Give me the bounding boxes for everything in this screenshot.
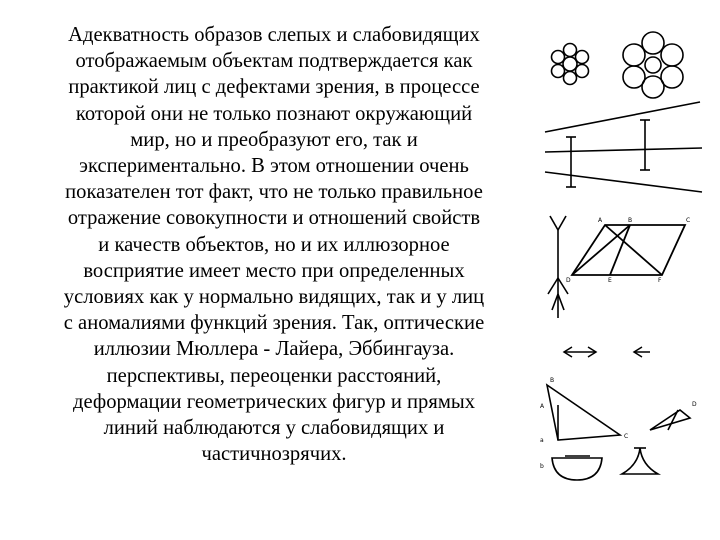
triangle-labels xyxy=(540,377,697,440)
perspective-illusion xyxy=(545,102,702,192)
bowl-figures xyxy=(552,448,658,480)
label-e: E xyxy=(608,277,612,284)
body-text xyxy=(20,22,528,467)
label-c: C xyxy=(686,217,691,224)
ebbinghaus-large-figure xyxy=(623,32,683,98)
text-line: отражение совокупности и отношений свойств xyxy=(67,207,481,230)
text-line: деформации геометрических фигур и прямых xyxy=(72,390,475,413)
triangles-figure xyxy=(547,385,690,440)
text-line: восприятие имеет место при определенных xyxy=(83,259,465,282)
label-c: C xyxy=(624,433,629,440)
text-line: Адекватность образов слепых и слабовидящих xyxy=(68,24,480,46)
muller-lyer-vertical xyxy=(548,216,568,318)
label-d: D xyxy=(692,401,697,408)
label-f: F xyxy=(658,277,662,284)
text-line: отображаемым объектам подтверждается как xyxy=(75,50,473,73)
label-b: b xyxy=(540,463,544,470)
text-line: показателен тот факт, что не только правильное xyxy=(65,181,483,204)
label-a: A xyxy=(540,403,545,410)
sander-parallelogram xyxy=(572,225,685,275)
text-line: иллюзии Мюллера - Лайера, Эббингауза. xyxy=(93,338,455,361)
muller-lyer-arrows xyxy=(564,347,650,357)
text-line: практикой лиц с дефектами зрения, в процессе xyxy=(68,76,480,99)
text-line: экспериментально. В этом отношении очень xyxy=(79,155,469,178)
bowl-labels xyxy=(540,437,544,470)
label-b: B xyxy=(550,377,555,384)
text-line: которой они не только познают окружающий xyxy=(75,102,473,125)
label-b: B xyxy=(628,217,633,224)
label-a: A xyxy=(598,217,603,224)
ebbinghaus-small-figure xyxy=(552,44,589,85)
text-line: с аномалиями функций зрения. Так, оптические xyxy=(63,312,485,335)
label-a: a xyxy=(540,437,544,444)
text-line: условиях как у нормально видящих, так и у лиц xyxy=(63,286,485,309)
label-d: D xyxy=(566,277,571,284)
text-line: перспективы, переоценки расстояний, xyxy=(106,364,442,387)
text-line: и качеств объектов, но и их иллюзорное xyxy=(98,233,450,256)
text-line: линий наблюдаются у слабовидящих и xyxy=(103,417,445,440)
text-line: частичнозрячих. xyxy=(201,443,347,466)
illusion-figures xyxy=(530,20,710,520)
text-line: мир, но и преобразуют его, так и xyxy=(130,128,418,151)
